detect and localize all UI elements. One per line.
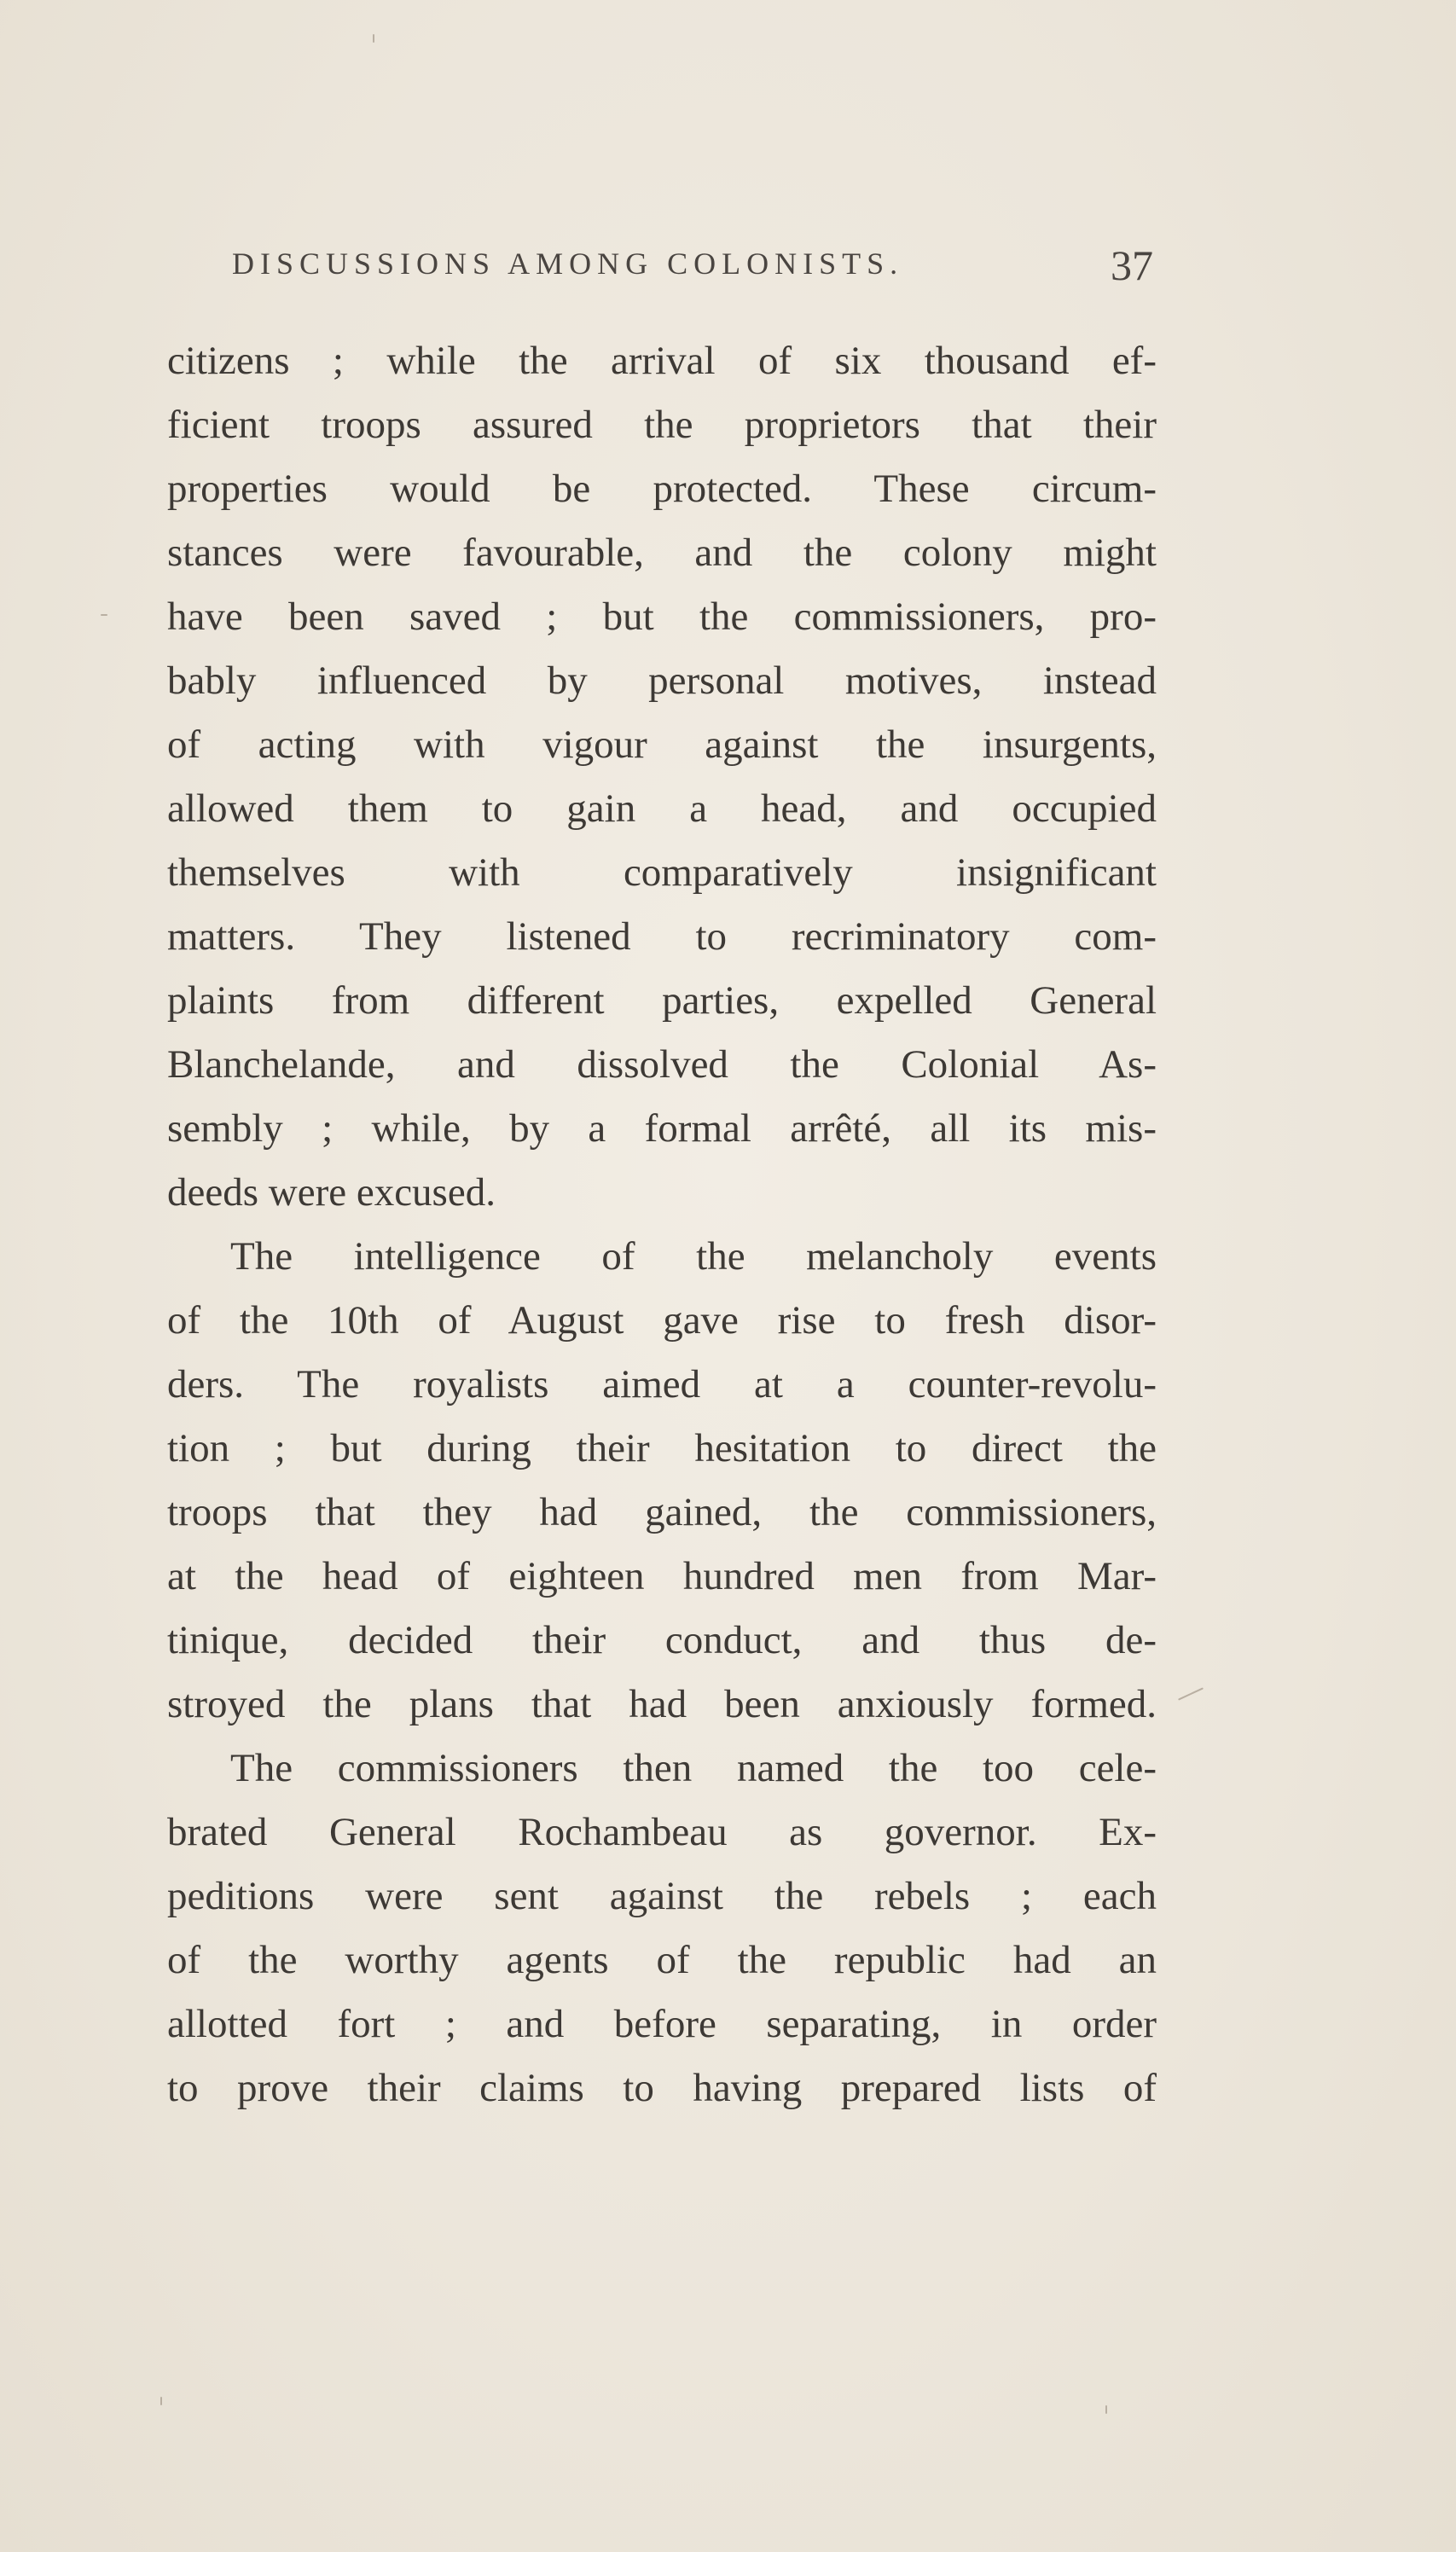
text-line: have been saved ; but the commissioners, pro- [167,594,1157,639]
text-line: matters. They listened to recriminatory com- [167,914,1157,959]
page-header [232,241,1153,292]
text-line: stances were favourable, and the colony might [167,531,1157,575]
text-line: brated General Rochambeau as governor. Ex- [167,1810,1157,1854]
page-number: 37 [1111,241,1153,289]
body-text [167,329,1157,2120]
text-line: tinique, decided their conduct, and thus de- [167,1618,1157,1662]
text-line: ficient troops assured the proprietors that their [167,403,1157,447]
text-line: citizens ; while the arrival of six thousand ef- [167,339,1157,383]
text-line: to prove their claims to having prepared lists of [167,2066,1157,2110]
text-line: bably influenced by personal motives, instead [167,658,1157,703]
paper-speck [101,614,107,616]
paper-speck [1105,2405,1107,2414]
text-line: plaints from different parties, expelled General [167,978,1157,1023]
text-line: deeds were excused. [167,1170,496,1215]
paragraph-start-line: The commissioners then named the too cele- [230,1746,1157,1790]
text-line: properties would be protected. These circum- [167,467,1157,511]
paper-speck [1178,1687,1204,1700]
running-head: DISCUSSIONS AMONG COLONISTS. [232,246,904,281]
text-line: tion ; but during their hesitation to direct the [167,1426,1157,1470]
paper-speck [160,2397,162,2405]
text-line: of the worthy agents of the republic had an [167,1938,1157,1982]
text-line: of acting with vigour against the insurgents, [167,722,1157,767]
text-line: sembly ; while, by a formal arrêté, all its mis- [167,1106,1157,1151]
paper-speck [373,34,374,43]
text-line: ders. The royalists aimed at a counter-revolu- [167,1362,1157,1406]
text-line: at the head of eighteen hundred men from Mar- [167,1554,1157,1598]
text-line: peditions were sent against the rebels ; each [167,1874,1157,1918]
text-line: of the 10th of August gave rise to fresh disor- [167,1298,1157,1343]
text-line: allowed them to gain a head, and occupied [167,786,1157,831]
text-line: allotted fort ; and before separating, in order [167,2002,1157,2046]
text-line: stroyed the plans that had been anxiously formed. [167,1682,1157,1726]
text-line: troops that they had gained, the commissioners, [167,1490,1157,1534]
text-line: Blanchelande, and dissolved the Colonial As- [167,1042,1157,1087]
paragraph-start-line: The intelligence of the melancholy events [230,1234,1157,1279]
text-line: themselves with comparatively insignificant [167,850,1157,895]
